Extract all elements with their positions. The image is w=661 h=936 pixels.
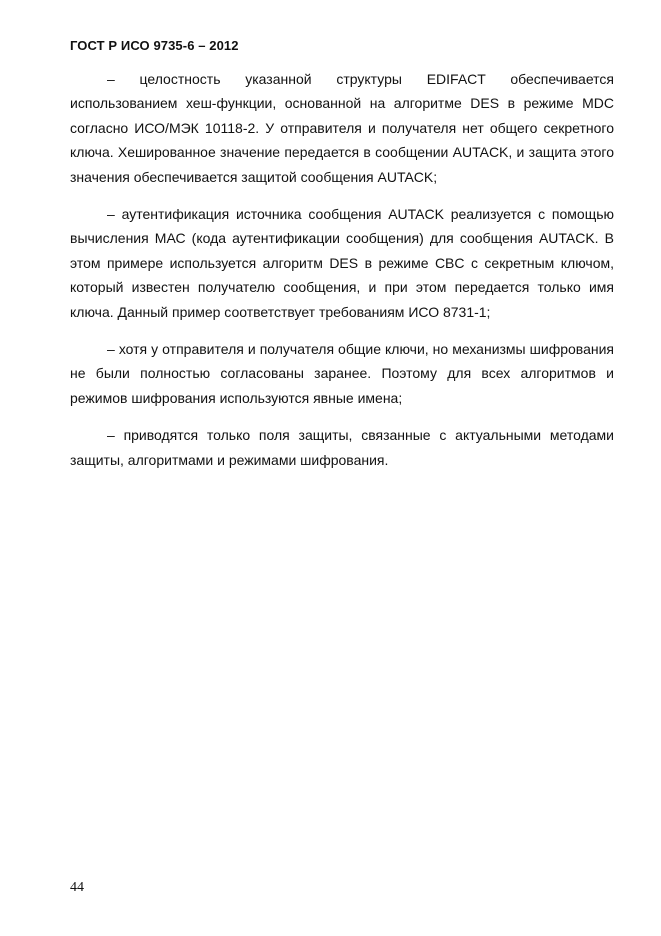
paragraph-authentication: – аутентификация источника сообщения AUTACK реализуется с помощью вычисления МАС (кода аутентификации сообщения) для сообщения AUTACK. В этом примере используется алгоритм DES в режиме CBC с секретным ключом, который известен получателю сообщения, и при этом передается только имя ключа. Данный пример соответствует требованиям ИСО 8731-1; [70, 206, 614, 320]
paragraph-security-fields: – приводятся только поля защиты, связанные с актуальными методами защиты, алгоритмами и режимами шифрования. [70, 427, 614, 468]
paragraph-integrity: – целостность указанной структуры EDIFACT обеспечивается использованием хеш-функции, основанной на алгоритме DES в режиме MDC согласно ИСО/МЭК 10118-2. У отправителя и получателя нет общего секретного ключа. Хешированное значение передается в сообщении AUTACK, и защита этого значения обеспечивается защитой сообщения AUTACK; [70, 71, 614, 185]
document-header: ГОСТ Р ИСО 9735-6 – 2012 [70, 38, 239, 53]
document-body [70, 67, 614, 485]
page-number: 44 [70, 880, 84, 895]
paragraph-shared-keys: – хотя у отправителя и получателя общие ключи, но механизмы шифрования не были полностью согласованы заранее. Поэтому для всех алгоритмов и режимов шифрования используются явные имена; [70, 341, 614, 406]
